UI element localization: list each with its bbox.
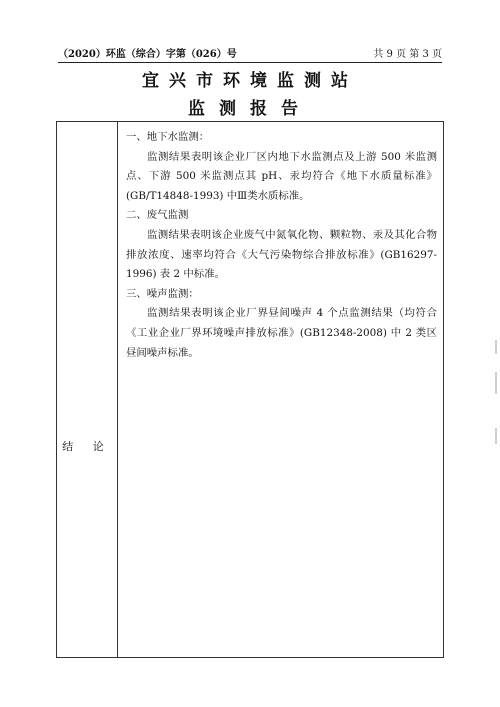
conclusion-label: 结 论: [62, 439, 112, 453]
section-heading-noise: 三、噪声监测：: [126, 287, 199, 300]
conclusion-content: [118, 122, 443, 363]
section-heading-groundwater: 一、地下水监测：: [126, 131, 210, 143]
station-title: 宜兴市环境监测站: [142, 71, 358, 91]
current-page: 第 3 页: [409, 49, 442, 60]
scan-edge-mark: [495, 372, 497, 394]
page-indicator: [373, 45, 442, 60]
section-body-exhaust-gas: 监测结果表明该企业废气中氮氧化物、颗粒物、汞及其化合物排放浓度、速率均符合《大气污染物综合排放标准》(GB16297-1996) 表 2 中标准。: [126, 228, 437, 281]
section-heading-exhaust-gas: 二、废气监测: [126, 209, 189, 222]
scan-edge-mark: [495, 340, 497, 354]
report-title: 监测报告: [188, 99, 312, 119]
conclusion-table: [56, 121, 444, 658]
scan-edge-mark: [495, 428, 497, 444]
table-row: [57, 122, 444, 658]
section-body-noise: 监测结果表明该企业厂界昼间噪声 4 个点监测结果（均符合《工业企业厂界环境噪声排放标准》(GB12348-2008) 中 2 类区昼间噪声标准。: [126, 307, 437, 359]
total-pages: 共 9 页: [373, 49, 407, 60]
document-number: （2020）环监（综合）字第（026）号: [58, 49, 237, 60]
section-body-groundwater: 监测结果表明该企业厂区内地下水监测点及上游 500 米监测点、下游 500 米监测点其 pH、汞均符合《地下水质量标准》(GB/T14848-1993) 中Ⅲ类水质标准。: [126, 150, 437, 202]
label-cell: [57, 122, 118, 658]
content-cell: [118, 122, 444, 658]
document-header: [58, 40, 442, 63]
